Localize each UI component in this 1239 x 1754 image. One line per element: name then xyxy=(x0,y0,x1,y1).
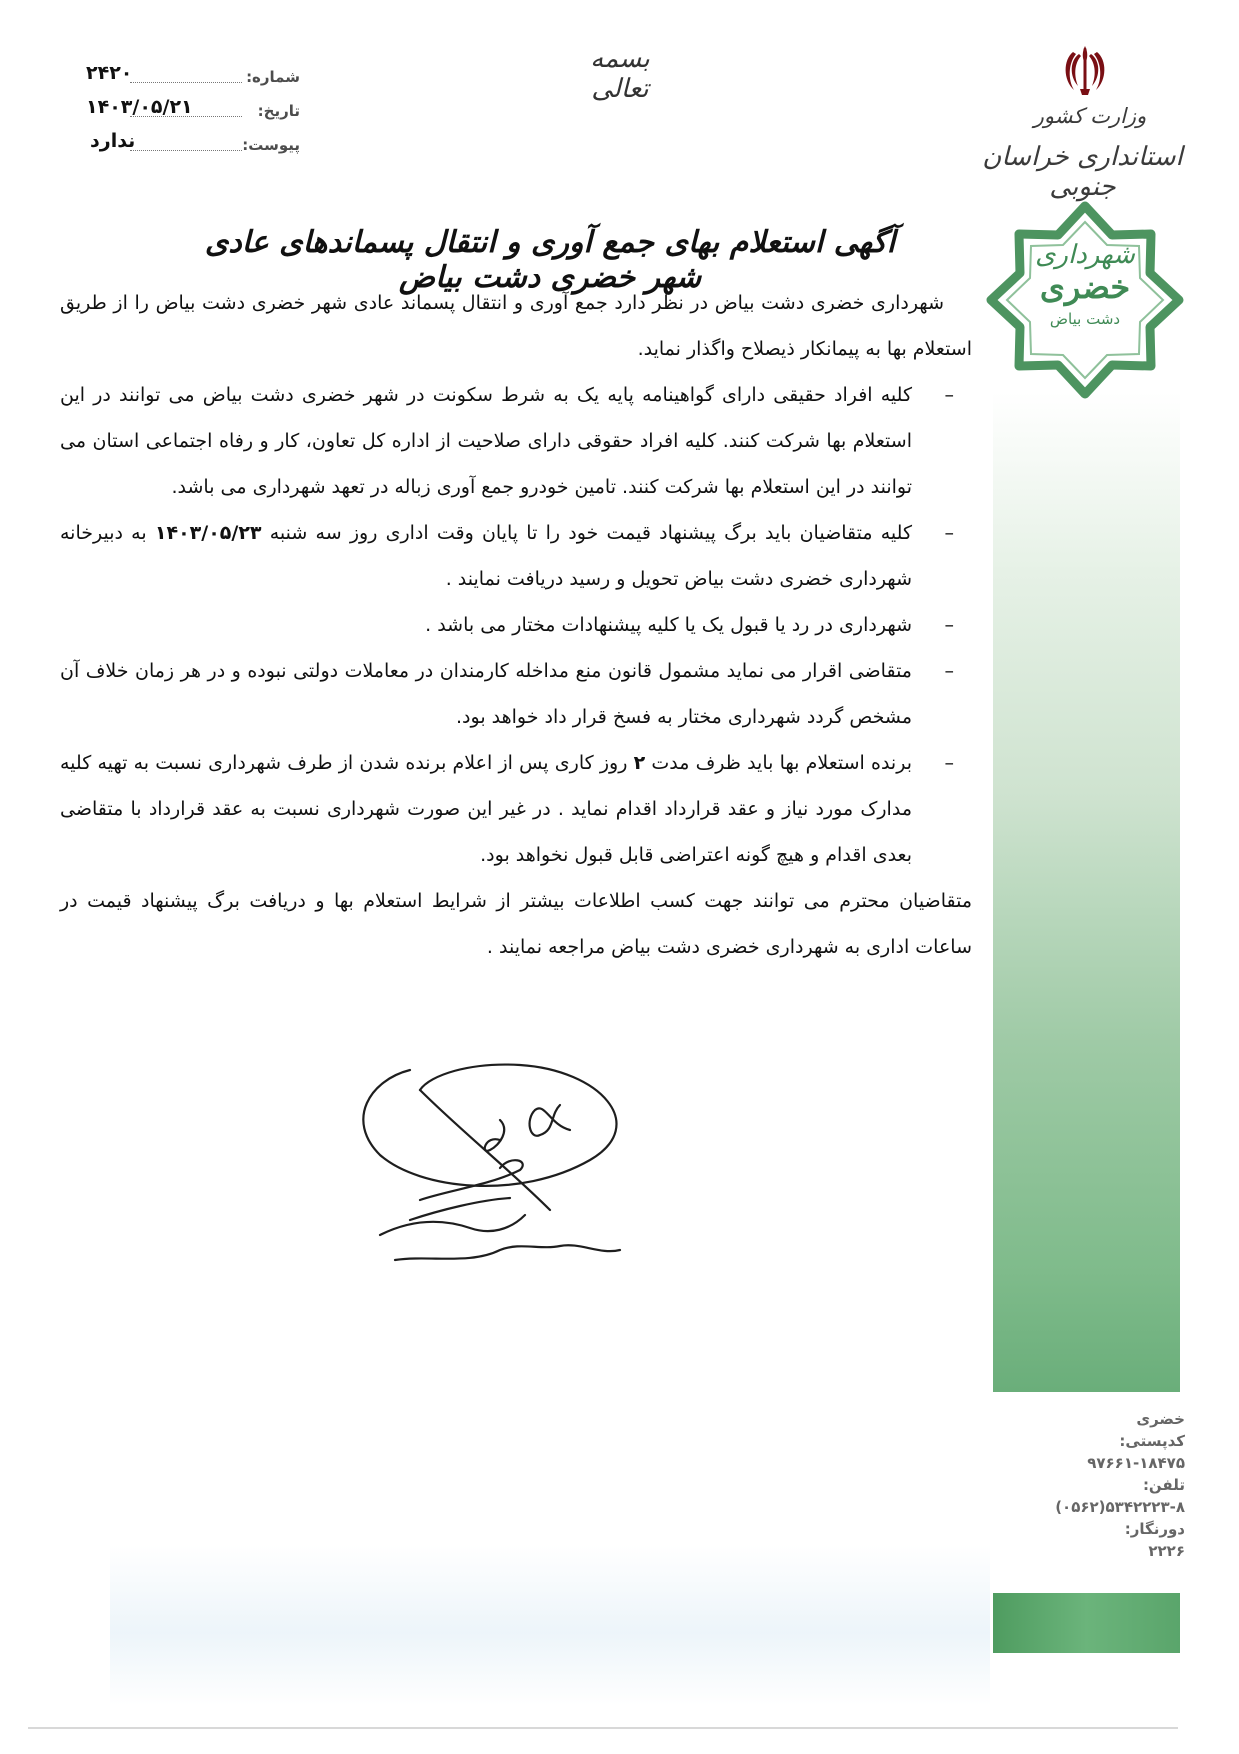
closing-paragraph: متقاضیان محترم می توانند جهت کسب اطلاعات بیشتر از شرایط استعلام بها و دریافت برگ پیشنهاد قیمت در ساعات اداری به شهرداری خضری دشت بیاض مراجعه نمایند . xyxy=(60,890,972,958)
intro-paragraph: شهرداری خضری دشت بیاض در نظر دارد جمع آوری و انتقال پسماند عادی شهر خضری دشت بیاض را از طریق استعلام بها به پیمانکار ذیصلاح واگذار نماید. xyxy=(60,292,972,360)
list-item xyxy=(60,740,972,878)
contact-info xyxy=(985,1408,1185,1562)
dotted-line xyxy=(130,82,242,83)
item-text: کلیه متقاضیان باید برگ پیشنهاد قیمت خود را تا پایان وقت اداری روز سه شنبه xyxy=(261,522,912,544)
municipality-logo-text xyxy=(985,240,1185,328)
logo-line-3: دشت بیاض xyxy=(1049,310,1121,328)
item-text: به دبیرخانه شهرداری خضری دشت بیاض تحویل و رسید دریافت نمایند . xyxy=(60,522,912,590)
list-item xyxy=(60,510,972,602)
fax-label: دورنگار: xyxy=(1124,1520,1185,1538)
item-text: شهرداری در رد یا قبول یک یا کلیه پیشنهادات مختار می باشد . xyxy=(425,614,912,636)
letter-number: ۲۴۲۰ xyxy=(86,62,133,84)
list-item xyxy=(60,602,972,648)
basmala: بسمه تعالی xyxy=(590,44,650,104)
contact-city: خضری xyxy=(1136,1410,1185,1428)
logo-line-2: خضری xyxy=(1039,268,1131,306)
item-text: روز کاری پس از اعلام برنده شدن از طرف شهرداری نسبت به تهیه کلیه مدارک مورد نیاز و عقد قرارداد اقدام نماید . در غیر این صورت شهرداری نسبت به عقد قرارداد با متقاضی بعدی اقدام و هیچ گونه اعتراضی قابل قبول نخواهد بود. xyxy=(60,752,912,866)
meta-date-row xyxy=(80,96,300,130)
list-item xyxy=(60,372,972,510)
deadline-days: ۲ xyxy=(633,752,646,774)
governorate-name: استانداری خراسان جنوبی xyxy=(982,142,1183,202)
decorative-green-strip xyxy=(993,392,1180,1392)
list-marker: – xyxy=(944,384,954,406)
deadline-date: ۱۴۰۳/۰۵/۲۳ xyxy=(154,522,262,544)
item-text: کلیه افراد حقیقی دارای گواهینامه پایه یک به شرط سکونت در شهر خضری دشت بیاض می توانند در این استعلام بها شرکت کنند. کلیه افراد حقوقی دارای صلاحیت از اداره کل تعاون، کار و رفاه اجتماعی استان می توانند در این استعلام بها شرکت کنند. تامین خودرو جمع آوری زباله در تعهد شهرداری می باشد. xyxy=(60,384,912,498)
decorative-background-wash xyxy=(110,1545,990,1705)
item-text: متقاضی اقرار می نماید مشمول قانون منع مداخله کارمندان در معاملات دولتی نبوده و در هر زمان خلاف آن مشخص گردد شهرداری مختار به فسخ قرار داد خواهد بود. xyxy=(60,660,912,728)
date-label: تاریخ: xyxy=(257,102,300,120)
item-text: برنده استعلام بها باید ظرف مدت xyxy=(645,752,912,774)
decorative-green-bar xyxy=(993,1593,1180,1653)
number-label: شماره: xyxy=(246,68,300,86)
list-marker: – xyxy=(944,752,954,774)
list-marker: – xyxy=(944,522,954,544)
postal-code-label: کدپستی: xyxy=(1119,1432,1185,1450)
phone-label: تلفن: xyxy=(1142,1476,1185,1494)
dotted-line xyxy=(130,150,242,151)
postal-code-value: ۹۷۶۶۱-۱۸۴۷۵ xyxy=(1087,1454,1185,1472)
meta-number-row xyxy=(80,62,300,96)
attachment-label: پیوست: xyxy=(242,136,300,154)
letter-attachment: ندارد xyxy=(90,130,136,152)
phone-value: (۰۵۶۲)۵۳۴۲۲۲۳-۸ xyxy=(1055,1498,1185,1516)
letter-body xyxy=(60,280,972,970)
letter-meta xyxy=(80,62,300,164)
iran-emblem-icon xyxy=(1060,42,1110,98)
meta-attachment-row xyxy=(80,130,300,164)
handwritten-signature-icon xyxy=(350,1050,680,1360)
list-marker: – xyxy=(944,660,954,682)
fax-value: ۲۲۲۶ xyxy=(1148,1542,1185,1560)
list-item xyxy=(60,648,972,740)
ministry-name: وزارت کشور xyxy=(1033,104,1147,128)
page-bottom-rule xyxy=(28,1727,1178,1729)
list-marker: – xyxy=(944,614,954,636)
letter-date: ۱۴۰۳/۰۵/۲۱ xyxy=(86,96,193,118)
document-title: آگهی استعلام بهای جمع آوری و انتقال پسماندهای عادی شهر خضری دشت بیاض xyxy=(204,225,896,295)
logo-line-1: شهرداری xyxy=(1035,240,1135,270)
